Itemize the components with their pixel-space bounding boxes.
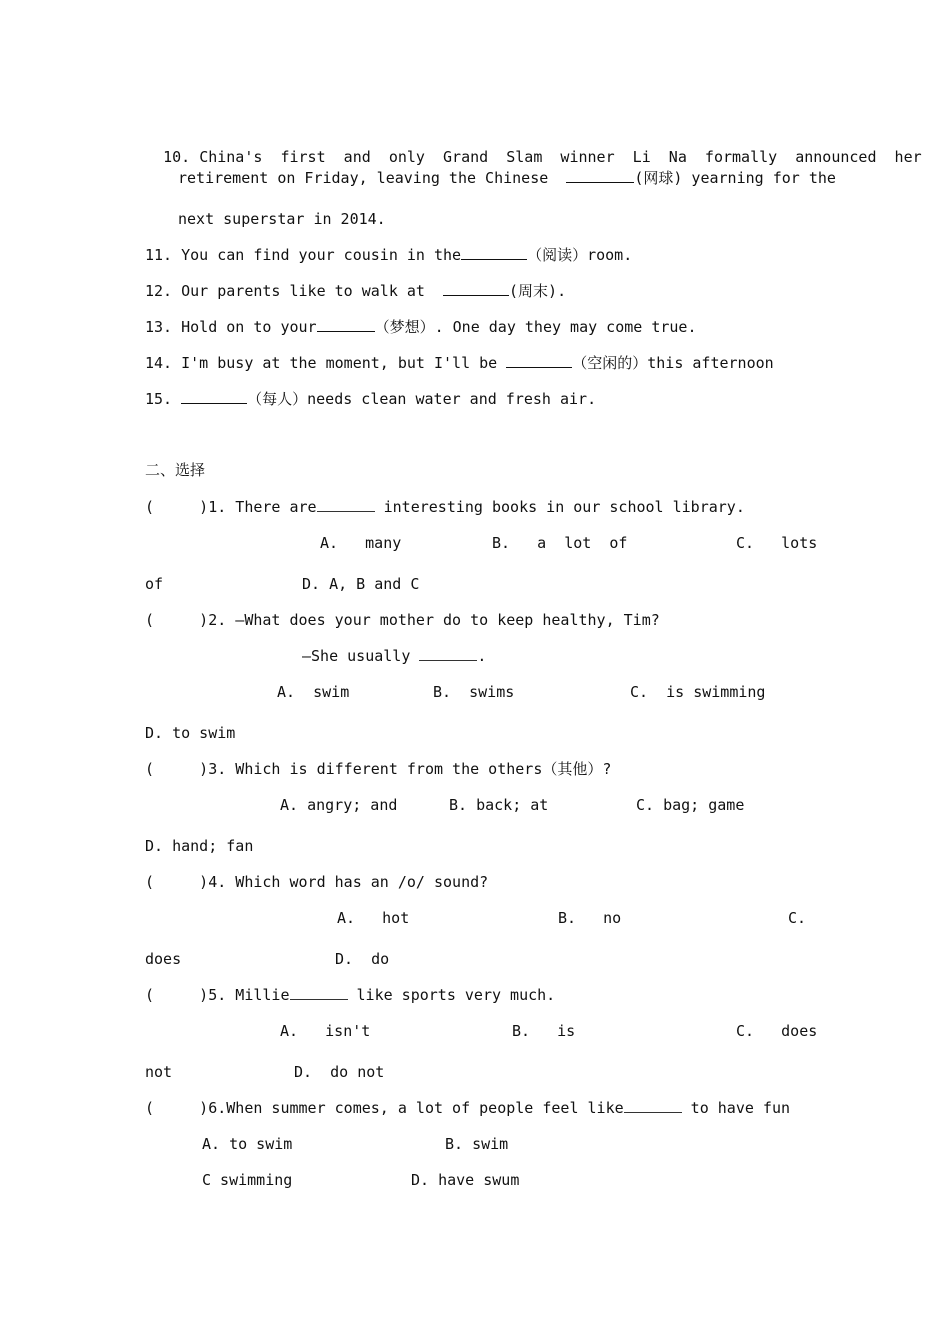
mc-q1-option-d[interactable]: D. A, B and C: [302, 575, 420, 593]
mc-q6-stem-text-a: 6.When summer comes, a lot of people feel like: [208, 1099, 624, 1117]
mc-q4-option-d[interactable]: D. do: [335, 950, 390, 968]
mc-q4-stem: [145, 872, 488, 892]
mc-q3-stem: [145, 759, 611, 779]
mc-q6-option-c[interactable]: C swimming: [202, 1171, 293, 1189]
mc-q1-option-c-cont: of: [145, 575, 164, 593]
q13-line: [145, 317, 697, 337]
q14-answer-blank[interactable]: [506, 353, 572, 368]
mc-q2-stem-text: 2. —What does your mother do to keep healthy, Tim?: [208, 611, 660, 629]
q10-hint: (网球): [634, 169, 683, 187]
q15-line: [145, 389, 596, 409]
q10-text-4: next superstar in 2014.: [178, 210, 386, 228]
q10-line2: [178, 168, 836, 188]
q12-line: [145, 281, 566, 301]
mc-q1-option-b[interactable]: B. a lot of: [492, 534, 628, 552]
q15-number: 15.: [145, 390, 173, 408]
mc-q6-option-b[interactable]: B. swim: [445, 1135, 509, 1153]
mc-q5-stem-text-a: 5. Millie: [208, 986, 290, 1004]
mc-q2-stem: [145, 610, 660, 630]
mc-q1-stem-blank: [317, 497, 375, 512]
q11-number: 11.: [145, 246, 173, 264]
mc-q6-stem-text-b: to have fun: [681, 1099, 791, 1117]
mc-q4-option-c-cont: does: [145, 950, 182, 968]
q10-line1: [145, 127, 922, 167]
mc-q2-response-blank: [419, 646, 477, 661]
mc-q3-option-d[interactable]: D. hand; fan: [145, 837, 254, 855]
q13-number: 13.: [145, 318, 173, 336]
q14-number: 14.: [145, 354, 173, 372]
q12-hint: (周末).: [509, 282, 567, 300]
q10-text-2: retirement on Friday, leaving the Chinese: [178, 169, 567, 187]
mc-q2-response-text: —She usually: [302, 647, 420, 665]
mc-q4-option-a[interactable]: A. hot: [337, 909, 410, 927]
mc-q5-option-a[interactable]: A. isn't: [280, 1022, 371, 1040]
answer-paren[interactable]: ( ): [145, 873, 209, 891]
mc-q5-stem-text-b: like sports very much.: [347, 986, 556, 1004]
mc-q6-option-a[interactable]: A. to swim: [202, 1135, 293, 1153]
mc-q5-option-b[interactable]: B. is: [512, 1022, 576, 1040]
q10-line3: [178, 209, 386, 229]
mc-q2-response: [302, 646, 486, 666]
mc-q3-stem-text: 3. Which is different from the others（其他）?: [208, 760, 612, 778]
section-title: 二、选择: [145, 461, 206, 479]
mc-q6-stem: [145, 1098, 790, 1118]
q11-line: [145, 245, 632, 265]
answer-paren[interactable]: ( ): [145, 611, 209, 629]
mc-q4-option-b[interactable]: B. no: [558, 909, 622, 927]
q11-hint: （阅读）room.: [527, 246, 633, 264]
q12-number: 12.: [145, 282, 173, 300]
q12-answer-blank[interactable]: [443, 281, 509, 296]
mc-q2-option-c[interactable]: C. is swimming: [630, 683, 766, 701]
mc-q3-option-a[interactable]: A. angry; and: [280, 796, 398, 814]
q13-answer-blank[interactable]: [317, 317, 375, 332]
q10-text-3: yearning for the: [682, 169, 836, 187]
mc-q5-option-c[interactable]: C. does: [736, 1022, 818, 1040]
mc-q3-option-c[interactable]: C. bag; game: [636, 796, 745, 814]
mc-q5-stem: [145, 985, 555, 1005]
mc-q3-option-b[interactable]: B. back; at: [449, 796, 549, 814]
answer-paren[interactable]: ( ): [145, 1099, 209, 1117]
q15-hint: （每人）needs clean water and fresh air.: [247, 390, 597, 408]
answer-paren[interactable]: ( ): [145, 498, 209, 516]
mc-q6-option-d[interactable]: D. have swum: [411, 1171, 520, 1189]
mc-q2-option-a[interactable]: A. swim: [277, 683, 350, 701]
answer-paren[interactable]: ( ): [145, 760, 209, 778]
q12-text: Our parents like to walk at: [181, 282, 444, 300]
q14-text: I'm busy at the moment, but I'll be: [181, 354, 507, 372]
mc-q5-option-d[interactable]: D. do not: [294, 1063, 385, 1081]
mc-q1-stem-text-b: interesting books in our school library.: [374, 498, 745, 516]
q13-hint: （梦想）. One day they may come true.: [374, 318, 697, 336]
mc-q2-option-d[interactable]: D. to swim: [145, 724, 236, 742]
q11-text: You can find your cousin in the: [181, 246, 462, 264]
q10-answer-blank[interactable]: [566, 168, 634, 183]
mc-q1-stem-text-a: 1. There are: [208, 498, 317, 516]
answer-paren[interactable]: ( ): [145, 986, 209, 1004]
q11-answer-blank[interactable]: [461, 245, 527, 260]
q13-text: Hold on to your: [181, 318, 317, 336]
mc-q1-option-c[interactable]: C. lots: [736, 534, 818, 552]
mc-q5-option-c-cont: not: [145, 1063, 173, 1081]
mc-q5-stem-blank: [290, 985, 348, 1000]
q14-hint: （空闲的）this afternoon: [572, 354, 774, 372]
q14-line: [145, 353, 774, 373]
mc-q4-stem-text: 4. Which word has an /o/ sound?: [208, 873, 489, 891]
mc-q1-option-a[interactable]: A. many: [320, 534, 402, 552]
mc-q2-option-b[interactable]: B. swims: [433, 683, 515, 701]
q10-number: 10.: [163, 148, 191, 166]
mc-q2-response-end: .: [477, 647, 487, 665]
q15-answer-blank[interactable]: [181, 389, 247, 404]
mc-q1-stem: [145, 497, 745, 517]
q10-text-1: China's first and only Grand Slam winner Li Na formally announced her: [199, 148, 922, 166]
mc-q4-option-c[interactable]: C.: [788, 909, 807, 927]
mc-q6-stem-blank: [624, 1098, 682, 1113]
